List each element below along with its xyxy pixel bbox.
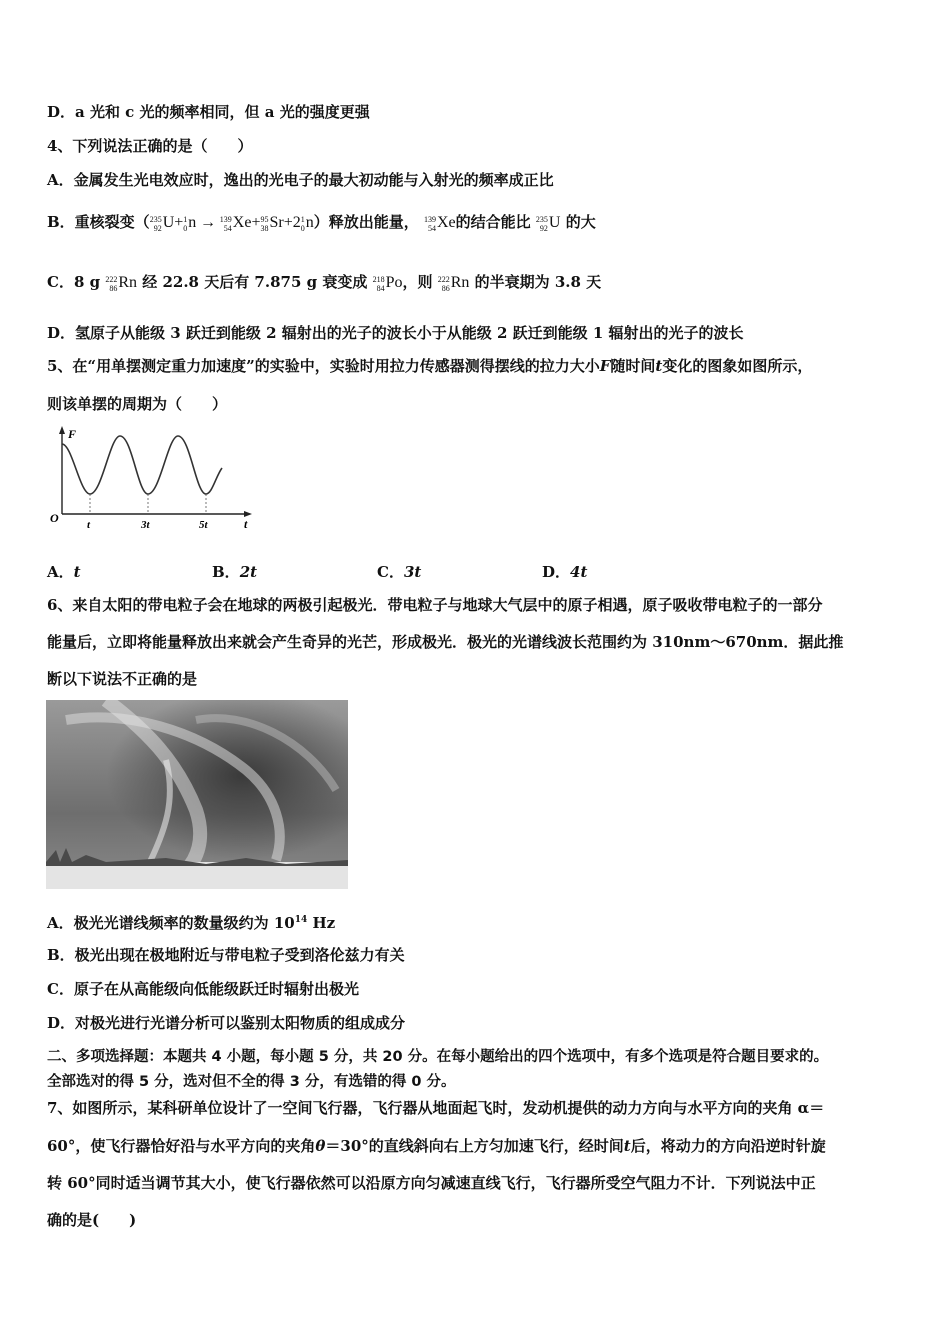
q7-stem-4: 确的是( ) xyxy=(47,1211,137,1229)
rn222-nuclide: 222 86 Rn xyxy=(105,274,137,293)
q5-option-c: C．3t xyxy=(377,563,422,581)
tick-label-5t: 5t xyxy=(199,519,208,531)
tension-time-graph xyxy=(40,424,260,534)
q6-option-c: C．原子在从高能级向低能级跃迁时辐射出极光 xyxy=(47,980,359,998)
q7-stem-1: 7、如图所示，某科研单位设计了一空间飞行器，飞行器从地面起飞时，发动机提供的动力方向与水平方向的夹角 α＝ xyxy=(47,1099,825,1117)
q3-option-d: D．a 光和 c 光的频率相同，但 a 光的强度更强 xyxy=(47,103,370,121)
q5-option-a: A．t xyxy=(47,563,81,581)
q4b-text: B．重核裂变（ xyxy=(47,213,150,231)
q4-option-d: D．氢原子从能级 3 跃迁到能级 2 辐射出的光子的波长小于从能级 2 跃迁到能级 1 辐射出的光子的波长 xyxy=(47,324,744,342)
q5-option-d: D．4t xyxy=(542,563,588,581)
q4-option-c: C．8 g 222 86 Rn 经 22.8 天后有 7.875 g 衰变成 218 84 Po，则 222 86 Rn 的半衰期为 3.8 天 xyxy=(47,273,602,293)
q4-option-a: A．金属发生光电效应时，逸出的光电子的最大初动能与入射光的频率成正比 xyxy=(47,171,554,189)
q4-option-b: B．重核裂变（ 235 92 U+ 1 0 n → 139 54 Xe+ 95 38 Sr+2 1 0 n）释放出能量， 139 54 Xe的结合能比 235 92 U 的大 xyxy=(47,213,596,233)
q6-stem-1: 6、来自太阳的带电粒子会在地球的两极引起极光．带电粒子与地球大气层中的原子相遇，原子吸收带电粒子的一部分 xyxy=(47,596,823,614)
q5-stem: 5、在“用单摆测定重力加速度”的实验中，实验时用拉力传感器测得摆线的拉力大小F随时间t变化的图象如图所示， xyxy=(47,357,813,375)
axis-label-t: t xyxy=(244,517,248,531)
q5-stem-2: 则该单摆的周期为（ ） xyxy=(47,395,228,413)
po218-nuclide: 218 84 Po xyxy=(372,274,403,293)
origin-label: O xyxy=(50,511,59,525)
section-2-heading: 二、多项选择题：本题共 4 小题，每小题 5 分，共 20 分。在每小题给出的四个选项中，有多个选项是符合题目要求的。 xyxy=(47,1049,829,1065)
xe139-nuclide: 139 54 Xe xyxy=(423,214,456,233)
q6-option-a: A．极光光谱线频率的数量级约为 $10^{14}$ Hz xyxy=(47,914,336,932)
q6-option-b: B．极光出现在极地附近与带电粒子受到洛伦兹力有关 xyxy=(47,946,405,964)
tick-label-3t: 3t xyxy=(141,519,150,531)
y-axis-arrow xyxy=(59,426,65,434)
q6-stem-2: 能量后，立即将能量释放出来就会产生奇异的光芒，形成极光．极光的光谱线波长范围约为 310nm～670nm．据此推 xyxy=(47,633,844,651)
aurora-photo xyxy=(46,700,348,889)
q4-stem: 4、下列说法正确的是（ ） xyxy=(47,137,253,155)
section-2-note: 全部选对的得 5 分，选对但不全的得 3 分，有选错的得 0 分。 xyxy=(47,1074,456,1090)
force-curve xyxy=(62,436,222,494)
tick-label-t: t xyxy=(87,519,91,531)
axis-label-f: F xyxy=(68,427,77,441)
fission-equation: 235 92 U+ 1 0 n → 139 54 Xe+ 95 38 Sr+2 1 0 n xyxy=(149,214,314,233)
q5-option-b: B．2t xyxy=(212,563,258,581)
u235-nuclide: 235 92 U xyxy=(535,214,561,233)
q6-option-d: D．对极光进行光谱分析可以鉴别太阳物质的组成成分 xyxy=(47,1014,406,1032)
q6-stem-3: 断以下说法不正确的是 xyxy=(47,670,198,688)
q7-stem-2: 60°，使飞行器恰好沿与水平方向的夹角θ＝30°的直线斜向右上方匀加速飞行，经时间t后，将动力的方向沿逆时针旋 xyxy=(47,1137,826,1155)
rn222-nuclide-2: 222 86 Rn xyxy=(437,274,470,293)
q7-stem-3: 转 60°同时适当调节其大小，使飞行器依然可以沿原方向匀减速直线飞行，飞行器所受空气阻力不计．下列说法中正 xyxy=(47,1174,816,1192)
